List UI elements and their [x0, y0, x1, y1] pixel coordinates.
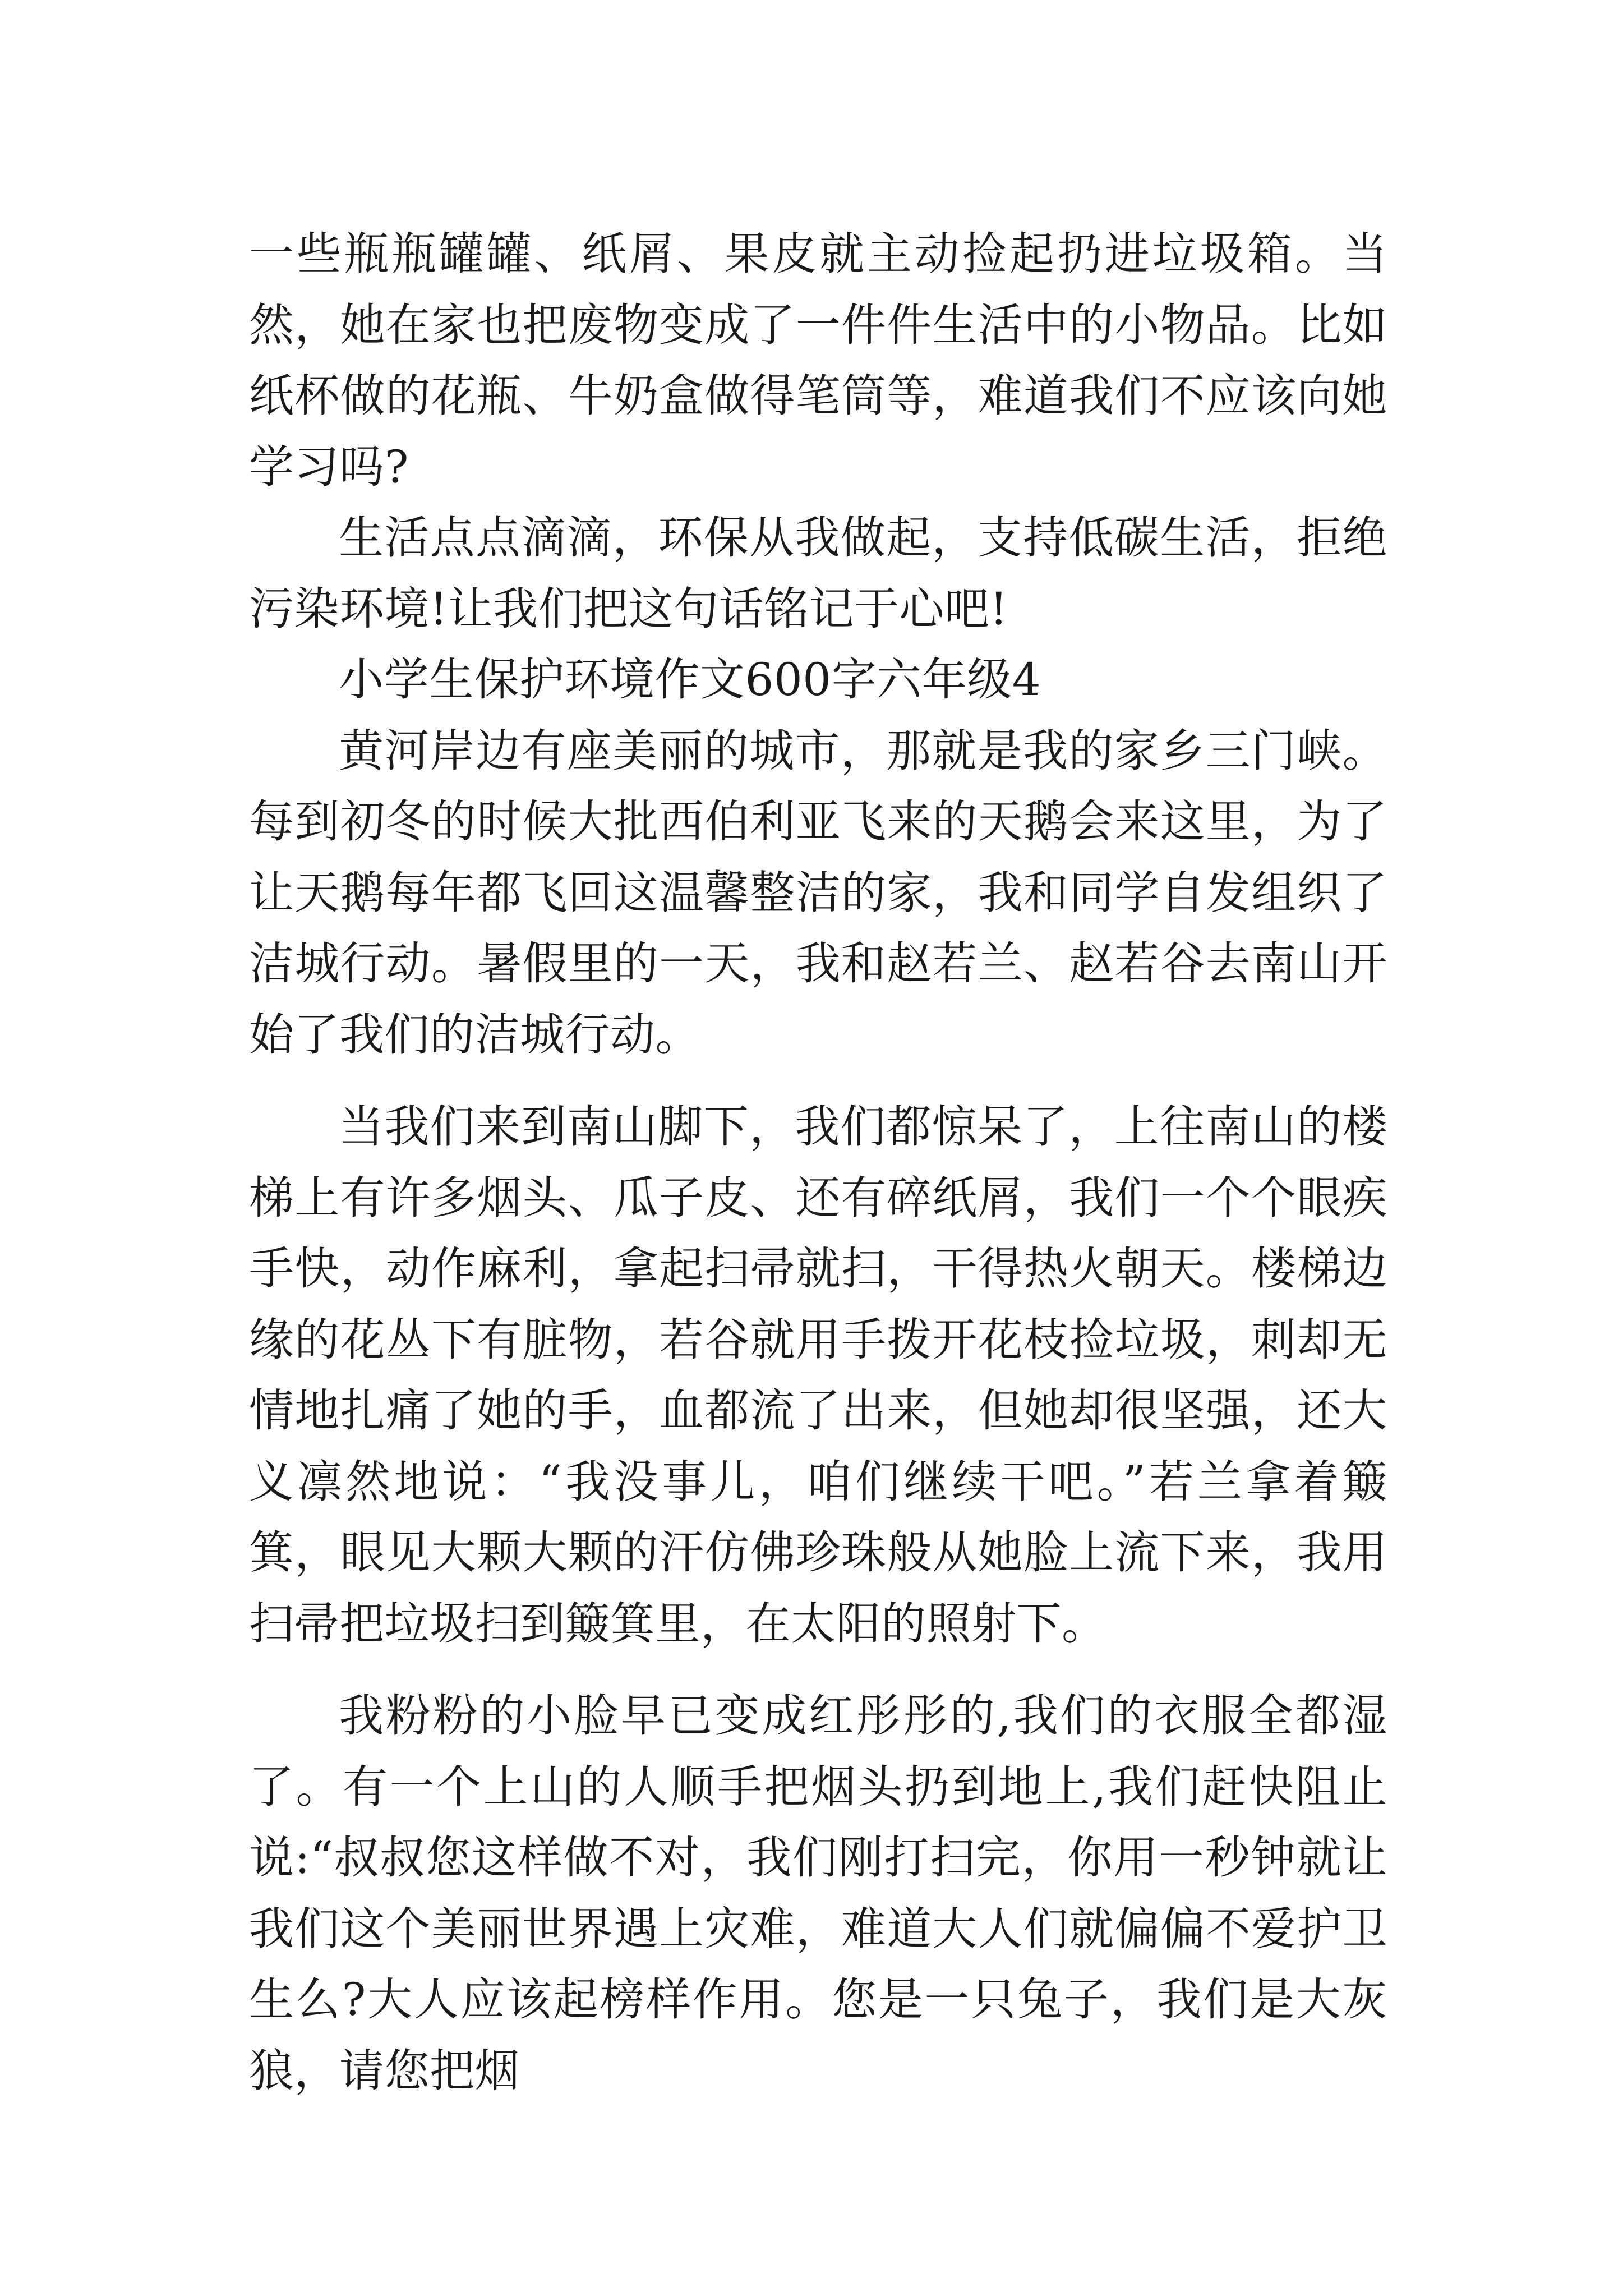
paragraph-conclusion: 生活点点滴滴，环保从我做起，支持低碳生活，拒绝污染环境!让我们把这句话铭记于心吧! — [249, 512, 1387, 635]
essay-title: 小学生保护环境作文600字六年级4 — [339, 654, 1041, 706]
paragraph-cleanup: 当我们来到南山脚下，我们都惊呆了，上往南山的楼梯上有许多烟头、瓜子皮、还有碎纸屑，我们一个个眼疾手快，动作麻利，拿起扫帚就扫，干得热火朝天。楼梯边缘的花丛下有脏物，若谷就用手拨开花枝捡垃圾，刺却无情地扎痛了她的手，血都流了出来，但她却很坚强，还大义凛然地说：“我没事儿，咱们继续干吧。”若兰拿着簸箕，眼见大颗大颗的汗仿佛珍珠般从她脸上流下来，我用扫帚把垃圾扫到簸箕里，在太阳的照射下。 — [249, 1101, 1387, 1650]
document-body — [249, 219, 1387, 2106]
paragraph-continuation: 一些瓶瓶罐罐、纸屑、果皮就主动捡起扔进垃圾箱。当然，她在家也把废物变成了一件件生活中的小物品。比如纸杯做的花瓶、牛奶盒做得笔筒等，难道我们不应该向她学习吗? — [249, 228, 1387, 493]
paragraph-intro: 黄河岸边有座美丽的城市，那就是我的家乡三门峡。每到初冬的时候大批西伯利亚飞来的天鹅会来这里，为了让天鹅每年都飞回这温馨整洁的家，我和同学自发组织了洁城行动。暑假里的一天，我和赵若兰、赵若谷去南山开始了我们的洁城行动。 — [249, 724, 1387, 1061]
paragraph-stop-littering: 我粉粉的小脸早已变成红彤彤的,我们的衣服全都湿了。有一个上山的人顺手把烟头扔到地上,我们赶快阻止说:“叔叔您这样做不对，我们刚打扫完，你用一秒钟就让我们这个美丽世界遇上灾难，难道大人们就偏偏不爱护卫生么?大人应该起榜样作用。您是一只兔子，我们是大灰狼，请您把烟 — [249, 1690, 1387, 2097]
